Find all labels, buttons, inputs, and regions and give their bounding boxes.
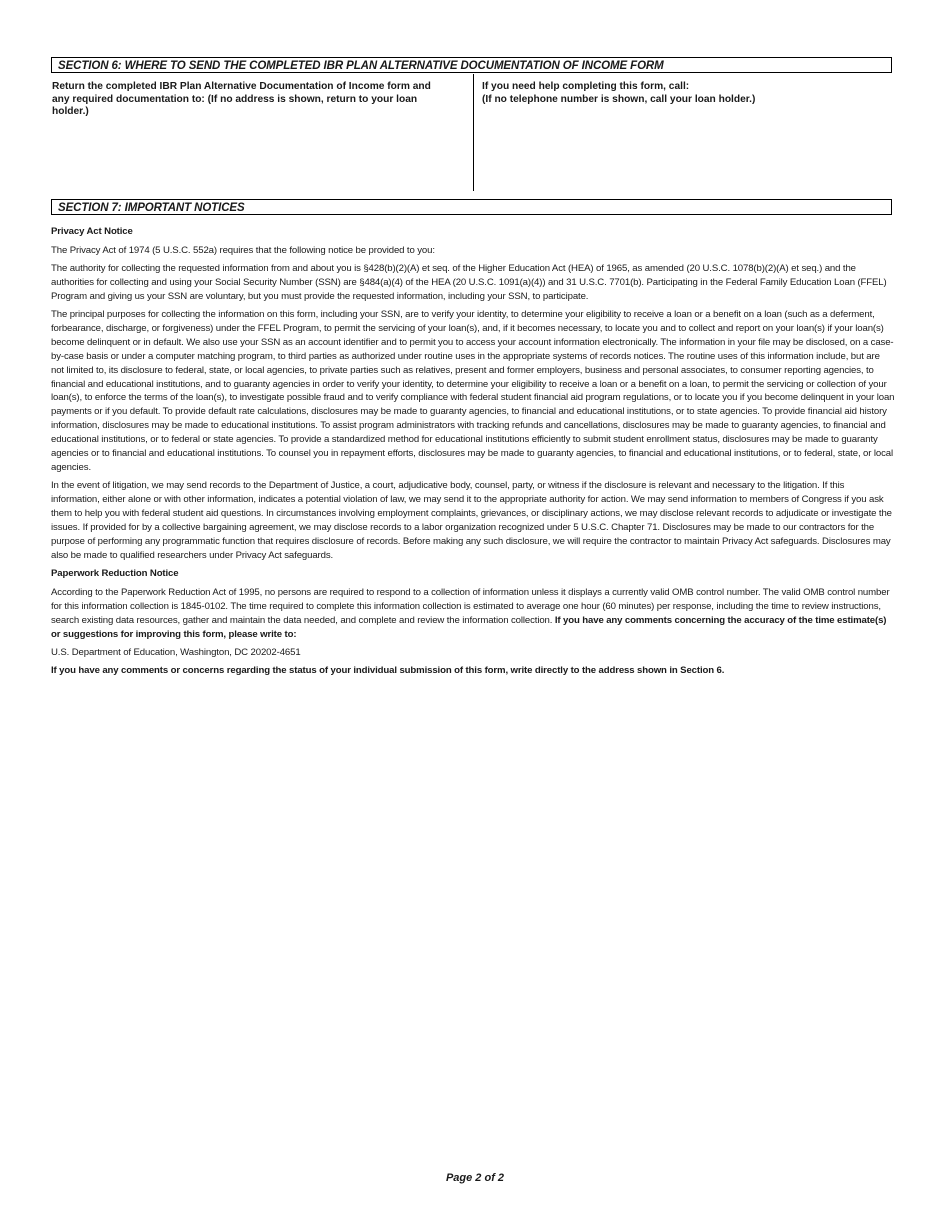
privacy-act-litigation: In the event of litigation, we may send records to the Department of Justice, a court, adjudicative body, counsel, party, or witness if the disclosure is relevant and necessary to the litigation. If this information, either alone or with other information, indicates a potential violation of law, we may send it to the appropriate authority for action. We may send information to members of Congress if you ask them to help you with federal student aid questions. In circumstances involving employment complaints, grievances, or disciplinary actions, we may disclose relevant records to adjudicate or investigate the issues. If provided for by a collective bargaining agreement, we may disclose records to a labor organization recognized under 5 U.S.C. Chapter 71. Disclosures may be made to our contractors for the purpose of performing any programmatic function that requires disclosure of records. Before making any such disclosure, we will require the contractor to maintain Privacy Act safeguards. Disclosures may also be made to qualified researchers under Privacy Act safeguards. — [51, 480, 892, 561]
section6-header: SECTION 6: WHERE TO SEND THE COMPLETED IBR PLAN ALTERNATIVE DOCUMENTATION OF INCOME FORM — [51, 57, 892, 73]
privacy-act-authority: The authority for collecting the requested information from and about you is §428(b)(2)(A) et seq. of the Higher Education Act (HEA) of 1965, as amended (20 U.S.C. 1078(b)(2)(A) et seq.) and the authorities for collecting and using your Social Security Number (SSN) are §484(a)(4) of the HEA (20 U.S.C. 1091(a)(4)) and 31 U.S.C. 7701(b). Participating in the Federal Family Education Loan (FFEL) Program and giving us your SSN are voluntary, but you must provide the requested information, including your SSN, to participate. — [51, 262, 887, 302]
help-call-line: If you need help completing this form, call: — [482, 81, 690, 92]
important-notices — [51, 225, 895, 682]
paperwork-text: According to the Paperwork Reduction Act of 1995, no persons are required to respond to a collection of information unless it displays a currently valid OMB control number. The valid OMB control number for this information collection is 1845-0102. The time required to complete this information collection is estimated to average one hour (60 minutes) per response, including the time to review instructions, search existing data resources, gather and maintain the data needed, and complete and review the information collection. — [51, 586, 890, 626]
privacy-act-purposes: The principal purposes for collecting the information on this form, including your SSN, are to verify your identity, to determine your eligibility to receive a loan or a benefit on a loan (such as a deferment, forbearance, discharge, or forgiveness) under the FFEL Program, to permit the servicing of your loan(s), and, if it becomes necessary, to locate you and to collect and report on your loan(s) if your loan(s) become delinquent or in default. We also use your SSN as an account identifier and to permit you to access your account information electronically. The information in your file may be disclosed, on a case-by-case basis or under a computer matching program, to third parties as authorized under routine uses in the appropriate systems of records notices. The routine uses of this information include, but are not limited to, its disclosure to federal, state, or local agencies, to private parties such as relatives, present and former employers, business and personal associates, to consumer reporting agencies, to financial and educational institutions, and to guaranty agencies in order to verify your identity, to determine your eligibility to receive a loan or a benefit on a loan, to permit the servicing or collection of your loan(s), to enforce the terms of the loan(s), to investigate possible fraud and to verify compliance with federal student financial aid program regulations, or to locate you if you become delinquent in your loan payments or if you default. To provide default rate calculations, disclosures may be made to guaranty agencies, to financial and educational institutions, or to state agencies. To provide financial aid history information, disclosures may be made to educational institutions. To assist program administrators with tracking refunds and cancellations, disclosures may be made to guaranty agencies, to financial and educational institutions, or to federal or state agencies. To provide a standardized method for educational institutions efficiently to submit student enrollment status, disclosures may be made to guaranty agencies or to financial and educational institutions. To counsel you in repayment efforts, disclosures may be made to guaranty agencies, to financial and educational institutions, or to federal, state, or local agencies. — [51, 308, 895, 474]
page-number: Page 2 of 2 — [445, 1172, 505, 1184]
paperwork-comments: If you have any comments concerning the accuracy of the time estimate(s) or suggestions for improving this form, please write to: — [51, 614, 887, 640]
section7-header: SECTION 7: IMPORTANT NOTICES — [51, 199, 892, 215]
return-instructions: Return the completed IBR Plan Alternative Documentation of Income form and any required documentation to: (If no address is shown, return to your loan holder.) — [51, 74, 474, 191]
privacy-act-intro: The Privacy Act of 1974 (5 U.S.C. 552a) requires that the following notice be provided to you: — [51, 244, 435, 256]
paperwork-heading: Paperwork Reduction Notice — [51, 567, 179, 579]
help-contact — [482, 74, 894, 198]
section6-body — [51, 74, 894, 191]
privacy-act-heading: Privacy Act Notice — [51, 226, 133, 237]
final-note: If you have any comments or concerns regarding the status of your individual submission of this form, write directly to the address shown in Section 6. — [51, 664, 725, 676]
help-phone-note: (If no telephone number is shown, call your loan holder.) — [482, 93, 756, 105]
paperwork-notice — [51, 586, 895, 642]
department-address: U.S. Department of Education, Washington, DC 20202-4651 — [51, 646, 301, 658]
